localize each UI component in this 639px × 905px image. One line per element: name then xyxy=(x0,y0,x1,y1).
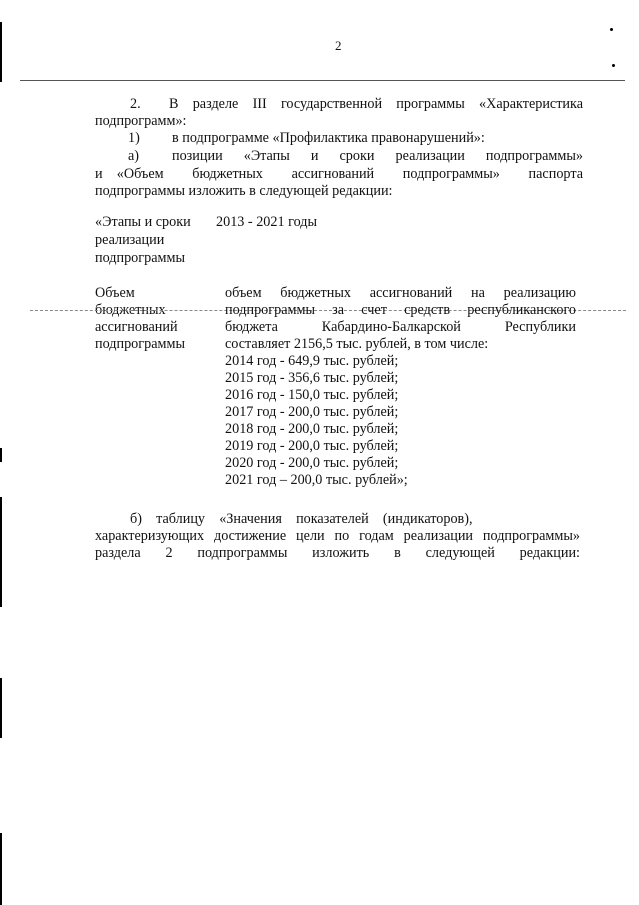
budget-year-line: 2020 год - 200,0 тыс. рублей; xyxy=(225,455,399,471)
scan-edge-mark xyxy=(0,678,2,738)
budget-line: подпрограммы за счет средств республиканского xyxy=(225,302,576,318)
sub-a-line2: и «Объем бюджетных ассигнований подпрограммы» паспорта xyxy=(95,166,583,182)
budget-year-line: 2015 год - 356,6 тыс. рублей; xyxy=(225,370,399,386)
sub-b-line2: характеризующих достижение цели по годам реализации подпрограммы» xyxy=(95,528,580,544)
sub-b-line1: б) таблицу «Значения показателей (индикаторов), xyxy=(130,511,473,527)
budget-year-line: 2014 год - 649,9 тыс. рублей; xyxy=(225,353,399,369)
budget-year-line: 2019 год - 200,0 тыс. рублей; xyxy=(225,438,399,454)
budget-label-line1: Объем xyxy=(95,285,135,301)
stages-value: 2013 - 2021 годы xyxy=(216,214,318,230)
scan-speck xyxy=(610,28,613,31)
sub-b-line3: раздела 2 подпрограммы изложить в следующей редакции: xyxy=(95,545,580,561)
budget-label-line3: ассигнований xyxy=(95,319,178,335)
sub-a-line3: подпрограммы изложить в следующей редакции: xyxy=(95,183,393,199)
stages-label-line2: реализации xyxy=(95,232,165,248)
item2-line2: подпрограмм»: xyxy=(95,113,187,129)
stages-label-line1: «Этапы и сроки xyxy=(95,214,191,230)
header-rule xyxy=(20,80,625,81)
sub1-number: 1) xyxy=(128,130,140,146)
budget-label-line4: подпрограммы xyxy=(95,336,185,352)
stages-label-line3: подпрограммы xyxy=(95,250,185,266)
item2-line1: 2. В разделе III государственной программы «Характеристика xyxy=(130,96,583,112)
scan-speck xyxy=(612,64,615,67)
page-number: 2 xyxy=(335,38,342,53)
sub-a-line1: позиции «Этапы и сроки реализации подпрограммы» xyxy=(172,148,583,164)
sub-a-number: а) xyxy=(128,148,140,164)
budget-label-line2: бюджетных xyxy=(95,302,166,318)
budget-line: составляет 2156,5 тыс. рублей, в том числе: xyxy=(225,336,489,352)
budget-line: бюджета Кабардино-Балкарской Республики xyxy=(225,319,576,335)
scan-edge-mark xyxy=(0,833,2,905)
scan-edge-mark xyxy=(0,497,2,607)
sub1-text: в подпрограмме «Профилактика правонарушений»: xyxy=(172,130,485,146)
scan-edge-mark xyxy=(0,22,2,82)
budget-year-line: 2016 год - 150,0 тыс. рублей; xyxy=(225,387,399,403)
scan-edge-mark xyxy=(0,448,2,462)
budget-year-line: 2017 год - 200,0 тыс. рублей; xyxy=(225,404,399,420)
budget-year-line: 2018 год - 200,0 тыс. рублей; xyxy=(225,421,399,437)
budget-year-line: 2021 год – 200,0 тыс. рублей»; xyxy=(225,472,408,488)
budget-line: объем бюджетных ассигнований на реализацию xyxy=(225,285,576,301)
